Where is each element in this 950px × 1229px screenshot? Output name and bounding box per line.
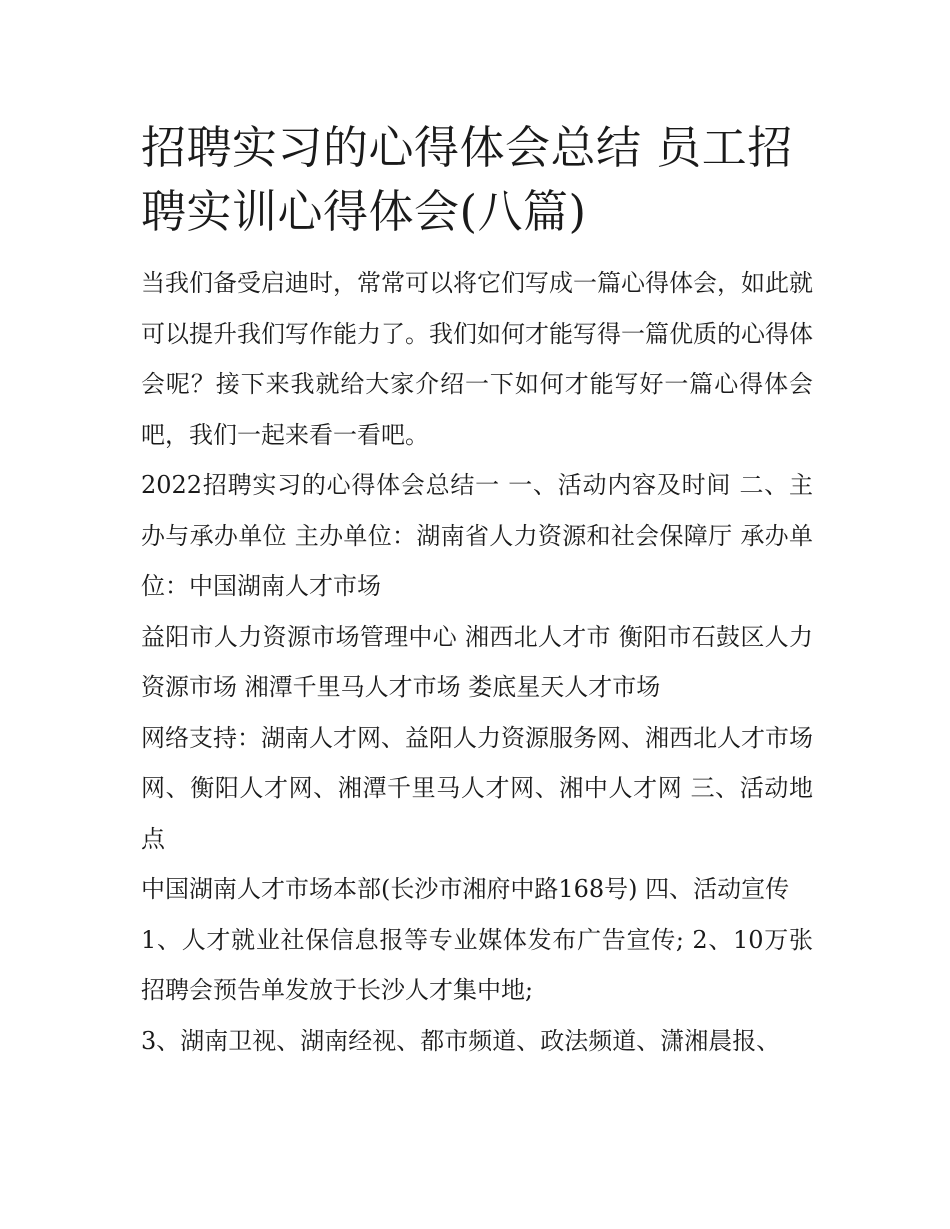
paragraph-intro: 当我们备受启迪时，常常可以将它们写成一篇心得体会，如此就可以提升我们写作能力了。我们如何才能写得一篇优质的心得体会呢？接下来我就给大家介绍一下如何才能写好一篇心得体会吧，我们一起来看一看吧。 [141, 269, 813, 449]
document-body [141, 116, 813, 1066]
document-title: 招聘实习的心得体会总结 员工招聘实训心得体会(八篇) [141, 121, 793, 238]
paragraph-venue: 中国湖南人才市场本部(长沙市湘府中路168号) 四、活动宣传 [141, 875, 790, 903]
paragraph-promotion-1: 1、人才就业社保信息报等专业媒体发布广告宣传; 2、10万张招聘会预告单发放于长沙人才集中地; [141, 925, 813, 1004]
paragraph-co-organizers: 益阳市人力资源市场管理中心 湘西北人才市 衡阳市石鼓区人力资源市场 湘潭千里马人才市场 娄底星天人才市场 [141, 622, 813, 701]
paragraph-network-support: 网络支持：湖南人才网、益阳人力资源服务网、湘西北人才市场网、衡阳人才网、湘潭千里马人才网、湘中人才网 三、活动地点 [141, 723, 813, 853]
paragraph-organizers: 2022招聘实习的心得体会总结一 一、活动内容及时间 二、主办与承办单位 主办单位：湖南省人力资源和社会保障厅 承办单位：中国湖南人才市场 [141, 471, 813, 600]
paragraph-promotion-2: 3、湖南卫视、湖南经视、都市频道、政法频道、潇湘晨报、 [141, 1026, 781, 1055]
